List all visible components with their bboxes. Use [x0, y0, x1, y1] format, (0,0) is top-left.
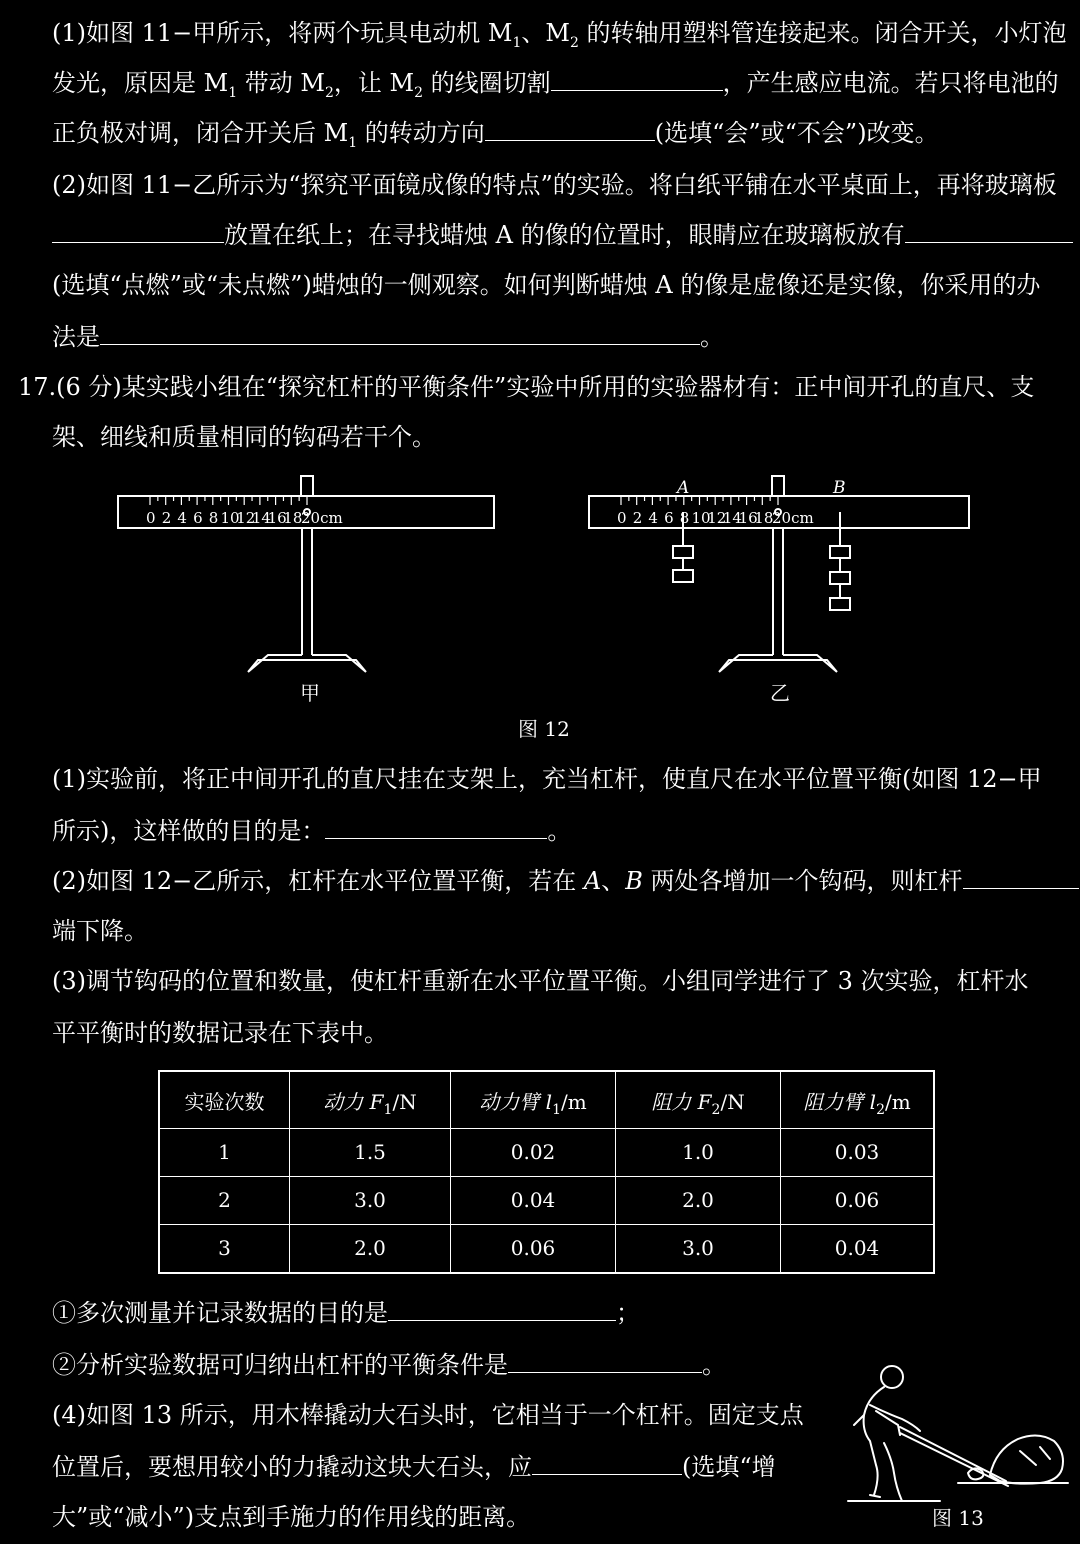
- table-header: 动力臂 $l_1/m$: [451, 1071, 616, 1129]
- ruler-tick-label: 8: [679, 509, 690, 527]
- table-header-row: [159, 1071, 934, 1129]
- ruler-tick-label: 0: [146, 509, 156, 527]
- hanger-right: [772, 476, 784, 496]
- table-cell: 1.0: [616, 1129, 781, 1177]
- q16-p2-line3: (选填“点燃”或“未点燃”)蜡烛的一侧观察。如何判断蜡烛 A 的像是虚像还是实像，你采用的办: [52, 271, 1041, 299]
- answer-blank[interactable]: [52, 220, 224, 243]
- table-cell: 0.04: [451, 1176, 616, 1224]
- table-cell: 3.0: [290, 1176, 451, 1224]
- ruler-tick-label: 10: [691, 509, 711, 527]
- q17-p1-line2: 所示)，这样做的目的是： 。: [52, 817, 572, 845]
- table-cell: 0.04: [781, 1224, 935, 1273]
- table-cell: 1: [159, 1129, 290, 1177]
- figure-13-caption: 图 13: [932, 1506, 984, 1530]
- ruler-tick-label: 8: [208, 509, 219, 527]
- table-header: 实验次数: [159, 1071, 290, 1129]
- answer-blank[interactable]: [485, 118, 655, 141]
- person-body-icon: [854, 1387, 920, 1501]
- table-header: 阻力 $F_2/N$: [616, 1071, 781, 1129]
- table-cell: 0.02: [451, 1129, 616, 1177]
- table-row: [159, 1176, 934, 1224]
- label-a: A: [677, 478, 690, 498]
- table-cell: 2.0: [290, 1224, 451, 1273]
- ruler-tick-label: 14: [251, 509, 271, 527]
- hook-weight: [830, 546, 850, 558]
- rock-icon: [990, 1435, 1063, 1483]
- q17-p3-line1: (3)调节钩码的位置和数量，使杠杆重新在水平位置平衡。小组同学进行了 3 次实验，杠杆水: [52, 967, 1029, 995]
- q16-p2-line4: 法是 。: [52, 323, 724, 351]
- q17-p4-line2: 位置后，要想用较小的力撬动这块大石头，应 (选填“增: [52, 1453, 776, 1481]
- q16-p2-line1: (2)如图 11−乙所示为“探究平面镜成像的特点”的实验。将白纸平铺在水平桌面上，再将玻璃板: [52, 171, 1057, 199]
- table-row: [159, 1129, 934, 1177]
- figure-13: [840, 1355, 1080, 1544]
- q16-p1-line1: (1)如图 11−甲所示，将两个玩具电动机 $M_1$、$M_2$ 的转轴用塑料管连接起来。闭合开关，小灯泡: [52, 19, 1067, 51]
- ruler-tick-label: 6: [664, 509, 674, 527]
- answer-blank[interactable]: [325, 816, 547, 839]
- ruler-tick-label: 20cm: [301, 509, 343, 527]
- answer-blank[interactable]: [963, 866, 1079, 889]
- ruler-tick-label: 12: [707, 509, 727, 527]
- sublabel-jia: 甲: [300, 681, 320, 705]
- q17-p4-line3: 大”或“减小”)支点到手施力的作用线的距离。: [52, 1503, 531, 1531]
- data-table: [158, 1070, 935, 1274]
- hanger-left: [301, 476, 313, 496]
- q17-p3-line2: 平平衡时的数据记录在下表中。: [52, 1019, 388, 1047]
- ruler-tick-label: 20cm: [772, 509, 814, 527]
- ruler-tick-label: 18: [283, 509, 303, 527]
- hook-weight: [830, 572, 850, 584]
- hook-weight: [673, 546, 693, 558]
- ruler-tick-label: 4: [177, 509, 187, 527]
- answer-blank[interactable]: [532, 1452, 682, 1475]
- q17-p4-line1: (4)如图 13 所示，用木棒撬动大石头时，它相当于一个杠杆。固定支点: [52, 1401, 804, 1429]
- q17-p2-line2: 端下降。: [52, 917, 148, 945]
- figure-12: [0, 468, 1080, 748]
- q17-s2: ②分析实验数据可归纳出杠杆的平衡条件是 。: [52, 1351, 726, 1379]
- answer-blank[interactable]: [905, 220, 1073, 243]
- table-cell: 1.5: [290, 1129, 451, 1177]
- label-b: B: [833, 478, 846, 498]
- ruler-tick-label: 12: [236, 509, 256, 527]
- ruler-tick-label: 16: [738, 509, 758, 527]
- answer-blank[interactable]: [551, 68, 723, 91]
- table-cell: 0.06: [451, 1224, 616, 1273]
- table-row: [159, 1224, 934, 1273]
- q17-s1: ①多次测量并记录数据的目的是 ；: [52, 1299, 640, 1327]
- ruler-tick-label: 10: [220, 509, 240, 527]
- q16-p2-line2: 放置在纸上；在寻找蜡烛 A 的像的位置时，眼睛应在玻璃板放有: [52, 220, 1073, 250]
- hook-weight: [673, 570, 693, 582]
- table-cell: 0.03: [781, 1129, 935, 1177]
- answer-blank[interactable]: [388, 1298, 616, 1321]
- q17-intro-line2: 架、细线和质量相同的钩码若干个。: [52, 423, 436, 451]
- table-cell: 2.0: [616, 1176, 781, 1224]
- q17-intro-line1: 17.(6 分)某实践小组在“探究杠杆的平衡条件”实验中所用的实验器材有：正中间开孔的直尺、支: [18, 373, 1035, 401]
- hook-weight: [830, 598, 850, 610]
- table-cell: 3: [159, 1224, 290, 1273]
- table-cell: 3.0: [616, 1224, 781, 1273]
- ruler-tick-label: 16: [267, 509, 287, 527]
- q16-p1-line3: 正负极对调，闭合开关后 $M_1$ 的转动方向 (选填“会”或“不会”)改变。: [52, 119, 939, 151]
- answer-blank[interactable]: [508, 1350, 702, 1373]
- table-cell: 2: [159, 1176, 290, 1224]
- stand-base-left: [248, 655, 366, 672]
- ruler-tick-label: 14: [722, 509, 742, 527]
- q17-p2-line1: (2)如图 12−乙所示，杠杆在水平位置平衡，若在 A、B 两处各增加一个钩码，则杠杆: [52, 866, 1079, 896]
- ruler-tick-label: 18: [754, 509, 774, 527]
- figure-12-caption: 图 12: [518, 717, 570, 741]
- ruler-tick-label: 0: [617, 509, 627, 527]
- table-cell: 0.06: [781, 1176, 935, 1224]
- answer-blank[interactable]: [100, 322, 700, 345]
- ruler-tick-label: 2: [632, 509, 643, 527]
- q17-p1-line1: (1)实验前，将正中间开孔的直尺挂在支架上，充当杠杆，使直尺在水平位置平衡(如图 12−甲: [52, 765, 1042, 793]
- stand-base-right: [719, 655, 837, 672]
- ruler-tick-label: 2: [161, 509, 172, 527]
- ruler-tick-label: 4: [648, 509, 658, 527]
- sublabel-yi: 乙: [770, 681, 790, 705]
- table-header: 阻力臂 $l_2/m$: [781, 1071, 935, 1129]
- q16-p1-line2: 发光，原因是 $M_1$ 带动 $M_2$，让 $M_2$ 的线圈切割 ，产生感应电流。若只将电池的: [52, 69, 1059, 101]
- table-header: 动力 $F_1/N$: [290, 1071, 451, 1129]
- person-head-icon: [881, 1366, 903, 1388]
- ruler-tick-label: 6: [193, 509, 203, 527]
